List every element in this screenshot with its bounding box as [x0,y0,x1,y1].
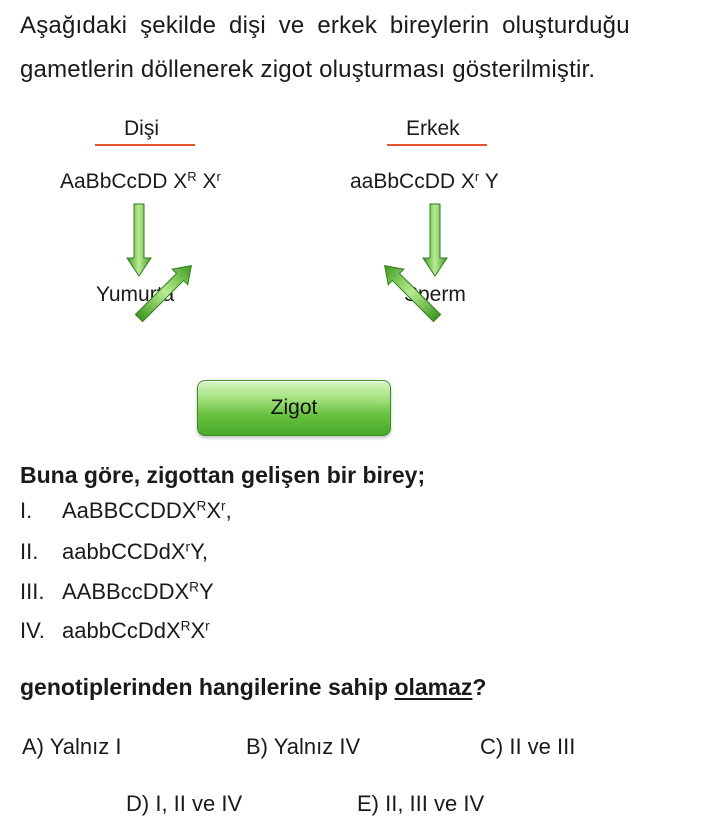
option-a[interactable]: A) Yalnız I [22,734,122,759]
option-b[interactable]: B) Yalnız IV [246,734,361,759]
egg-label: Yumurta [96,283,175,306]
list-item: III. AABBccDDX$^R$Y [20,579,214,604]
list-item: II. aabbCCDdX$^r$Y, [20,539,209,564]
down-arrow-icon-male [423,204,447,276]
emphasis-word: olamaz [394,674,473,700]
female-genotype: AaBbCcDD $X^R$ $X^r$ [60,168,221,193]
question-lead: Buna göre, zigottan gelişen bir birey; [20,462,426,488]
list-item: I. $AaBBCCDDX^RX^r$, [20,498,232,523]
zygote-label: Zigot [270,396,318,419]
sperm-label: Sperm [404,283,466,306]
down-arrow-icon-female [127,204,151,276]
option-d[interactable]: D) I, II ve IV [126,791,243,816]
zygote-box [197,380,391,436]
list-item: IV. $aabbCcDdX^RX^r$ [20,618,210,643]
option-e[interactable]: E) II, III ve IV [357,791,485,816]
question-tail: genotiplerinden hangilerine sahip olamaz? [20,674,487,700]
female-title: Dişi [124,117,159,140]
option-c[interactable]: C) II ve III [480,734,576,759]
male-title: Erkek [406,117,460,140]
intro-line-2: gametlerin döllenerek zigot oluşturması gösterilmiştir. [20,56,596,83]
intro-line-1: Aşağıdaki şekilde dişi ve erkek bireylerin oluşturduğu [20,12,630,39]
male-genotype: aaBbCcDD $X^r$ Y [350,168,499,193]
